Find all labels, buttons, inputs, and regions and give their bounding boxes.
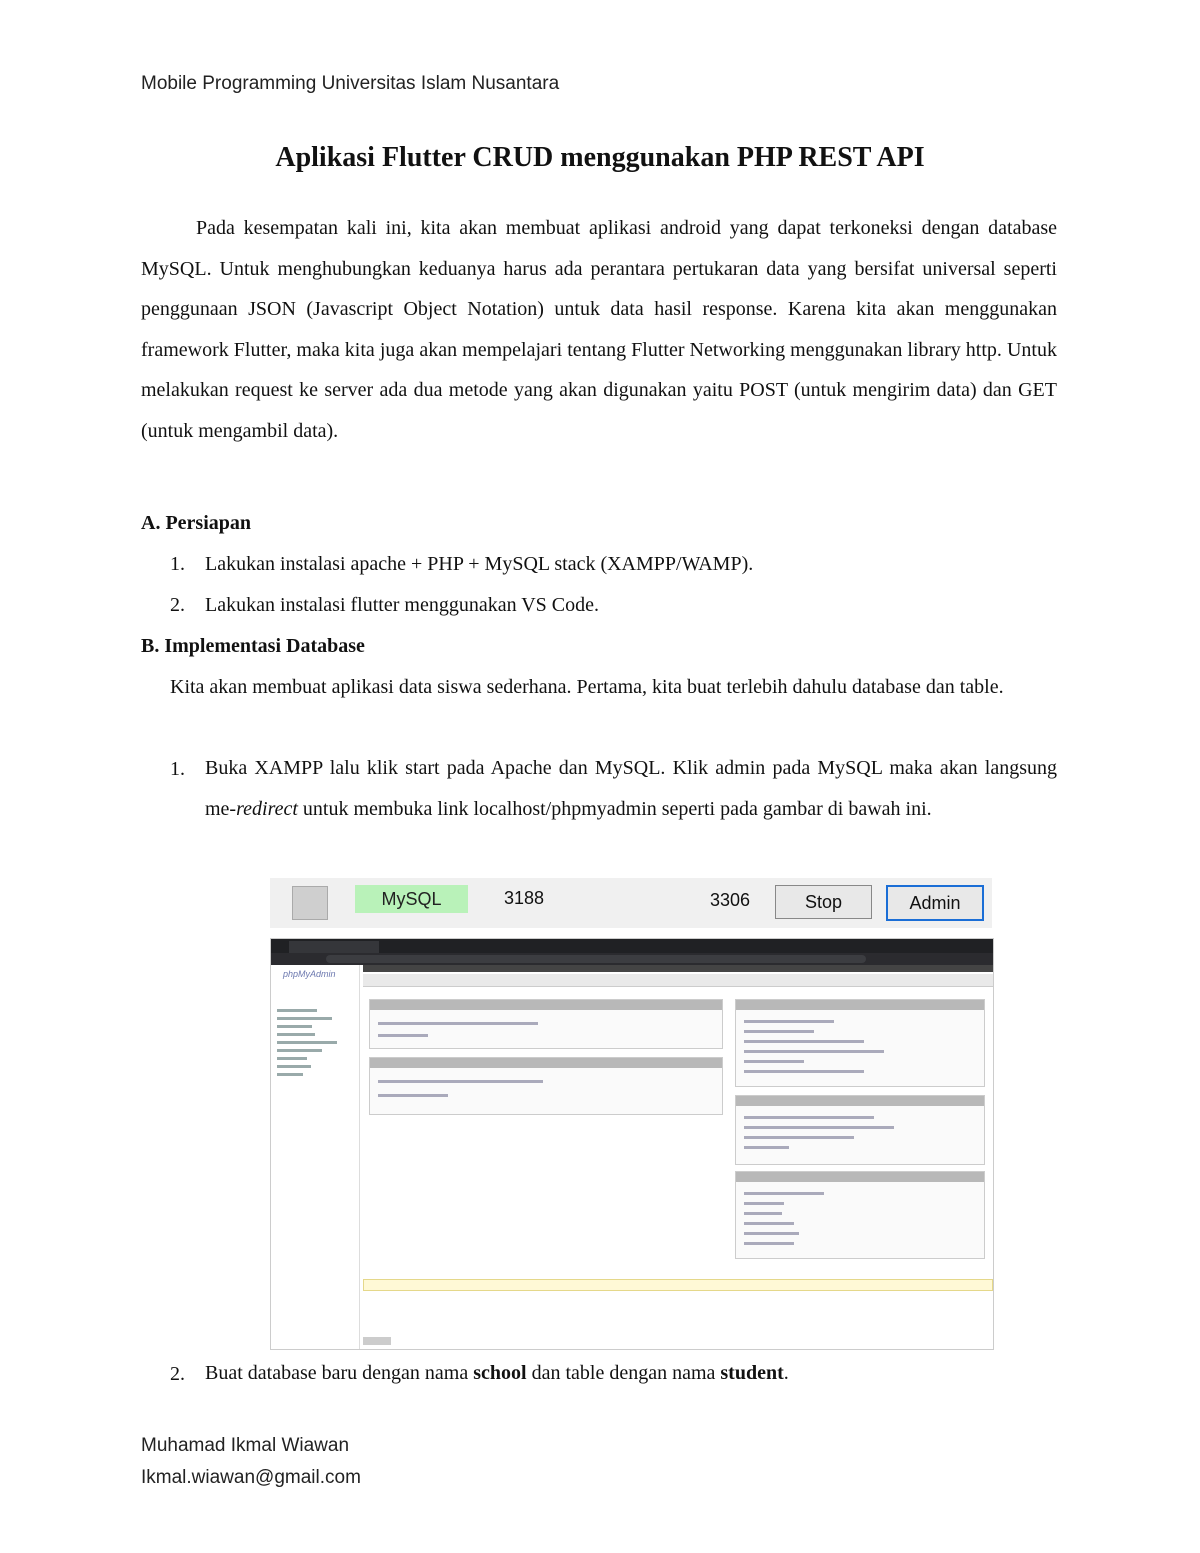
phpmyadmin-info-panel bbox=[735, 1171, 985, 1259]
panel-line bbox=[378, 1034, 428, 1037]
phpmyadmin-screenshot bbox=[270, 938, 994, 1350]
section-b-intro: Kita akan membuat aplikasi data siswa sederhana. Pertama, kita buat terlebih dahulu database dan table. bbox=[170, 676, 1004, 698]
list-number: 2. bbox=[170, 594, 185, 616]
tree-item[interactable] bbox=[277, 1049, 322, 1052]
list-text: Lakukan instalasi flutter menggunakan VS Code. bbox=[205, 594, 599, 616]
panel-header bbox=[370, 1000, 722, 1010]
panel-line bbox=[378, 1094, 448, 1097]
tree-item[interactable] bbox=[277, 1025, 312, 1028]
step-1-number: 1. bbox=[170, 758, 185, 780]
xampp-control-strip bbox=[270, 878, 992, 928]
port-value: 3306 bbox=[710, 890, 751, 910]
step-1-italic: redirect bbox=[236, 797, 298, 820]
panel-line bbox=[744, 1192, 824, 1195]
page-footer bbox=[141, 1430, 361, 1494]
database-server-panel bbox=[735, 999, 985, 1087]
admin-button[interactable]: Admin bbox=[886, 885, 984, 921]
section-b-heading: B. Implementasi Database bbox=[141, 635, 365, 657]
pma-breadcrumb bbox=[363, 965, 993, 972]
browser-tab-bar bbox=[271, 939, 993, 953]
pma-main bbox=[363, 965, 993, 1349]
panel-line bbox=[744, 1020, 834, 1023]
url-field[interactable] bbox=[326, 955, 866, 963]
panel-header bbox=[736, 1000, 984, 1010]
list-text: Lakukan instalasi apache + PHP + MySQL stack (XAMPP/WAMP). bbox=[205, 553, 754, 575]
list-item bbox=[170, 553, 753, 576]
tree-item[interactable] bbox=[277, 1065, 311, 1068]
tree-item[interactable] bbox=[277, 1033, 315, 1036]
section-a-heading: A. Persiapan bbox=[141, 512, 251, 534]
step-2-bold-student: student bbox=[720, 1362, 784, 1384]
pma-console-tab[interactable] bbox=[363, 1337, 391, 1345]
mysql-module-label: MySQL bbox=[355, 885, 468, 913]
step-2-bold-school: school bbox=[473, 1362, 527, 1384]
pma-top-menu[interactable] bbox=[363, 974, 993, 987]
panel-line bbox=[744, 1222, 794, 1225]
appearance-settings-panel bbox=[369, 1057, 723, 1115]
browser-address-bar bbox=[271, 953, 993, 965]
panel-line bbox=[744, 1146, 789, 1149]
intro-paragraph bbox=[141, 208, 1057, 451]
step-2-text-mid: dan table dengan nama bbox=[526, 1362, 721, 1384]
browser-tab[interactable] bbox=[289, 941, 379, 953]
pma-logo: phpMyAdmin bbox=[283, 969, 336, 979]
step-2-number: 2. bbox=[170, 1363, 185, 1385]
tree-item[interactable] bbox=[277, 1041, 337, 1044]
panel-line bbox=[744, 1212, 782, 1215]
tree-item[interactable] bbox=[277, 1017, 332, 1020]
panel-line bbox=[744, 1202, 784, 1205]
module-checkbox[interactable] bbox=[292, 886, 328, 920]
document-title: Aplikasi Flutter CRUD menggunakan PHP REST API bbox=[275, 142, 925, 173]
panel-line bbox=[744, 1126, 894, 1129]
step-2-text-end: . bbox=[783, 1362, 789, 1384]
panel-line bbox=[744, 1030, 814, 1033]
panel-line bbox=[744, 1232, 799, 1235]
panel-line bbox=[378, 1080, 543, 1083]
list-number: 1. bbox=[170, 553, 185, 575]
tree-item[interactable] bbox=[277, 1009, 317, 1012]
pid-value: 3188 bbox=[504, 888, 545, 908]
panel-line bbox=[378, 1022, 538, 1025]
page-header: Mobile Programming Universitas Islam Nusantara bbox=[141, 73, 560, 94]
panel-line bbox=[744, 1040, 864, 1043]
panel-line bbox=[744, 1060, 804, 1063]
intro-text: Pada kesempatan kali ini, kita akan membuat aplikasi android yang dapat terkoneksi dengan database MySQL. Untuk menghubungkan keduanya harus ada perantara pertukaran data yang bersifat universal seperti penggunaan JSON (Javascript Object Notation) untuk data hasil response. Karena kita akan menggunakan framework Flutter, maka kita juga akan mempelajari tentang Flutter Networking menggunakan library http. Untuk melakukan request ke server ada dua metode yang akan digunakan yaitu POST (untuk mengirim data) dan GET (untuk mengambil data). bbox=[141, 217, 1057, 442]
step-2-text bbox=[205, 1353, 1057, 1394]
step-1-text-after: untuk membuka link localhost/phpmyadmin seperti pada gambar di bawah ini. bbox=[297, 797, 932, 820]
pma-sidebar bbox=[271, 965, 360, 1349]
panel-header bbox=[736, 1096, 984, 1106]
footer-author: Muhamad Ikmal Wiawan bbox=[141, 1435, 350, 1456]
footer-email: Ikmal.wiawan@gmail.com bbox=[141, 1467, 361, 1488]
general-settings-panel bbox=[369, 999, 723, 1049]
list-item bbox=[170, 594, 599, 617]
web-server-panel bbox=[735, 1095, 985, 1165]
step-1-text-before: Buka XAMPP lalu klik start pada Apache dan MySQL. Klik admin pada MySQL maka akan langsung me- bbox=[205, 757, 1057, 820]
step-1-text bbox=[205, 748, 1057, 829]
tree-item[interactable] bbox=[277, 1073, 303, 1076]
panel-line bbox=[744, 1136, 854, 1139]
step-2-text-before: Buat database baru dengan nama bbox=[205, 1362, 474, 1384]
panel-header bbox=[370, 1058, 722, 1068]
panel-line bbox=[744, 1116, 874, 1119]
panel-line bbox=[744, 1242, 794, 1245]
pma-notice-bar bbox=[363, 1279, 993, 1291]
panel-header bbox=[736, 1172, 984, 1182]
panel-line bbox=[744, 1050, 884, 1053]
tree-item[interactable] bbox=[277, 1057, 307, 1060]
stop-button[interactable]: Stop bbox=[775, 885, 872, 919]
panel-line bbox=[744, 1070, 864, 1073]
